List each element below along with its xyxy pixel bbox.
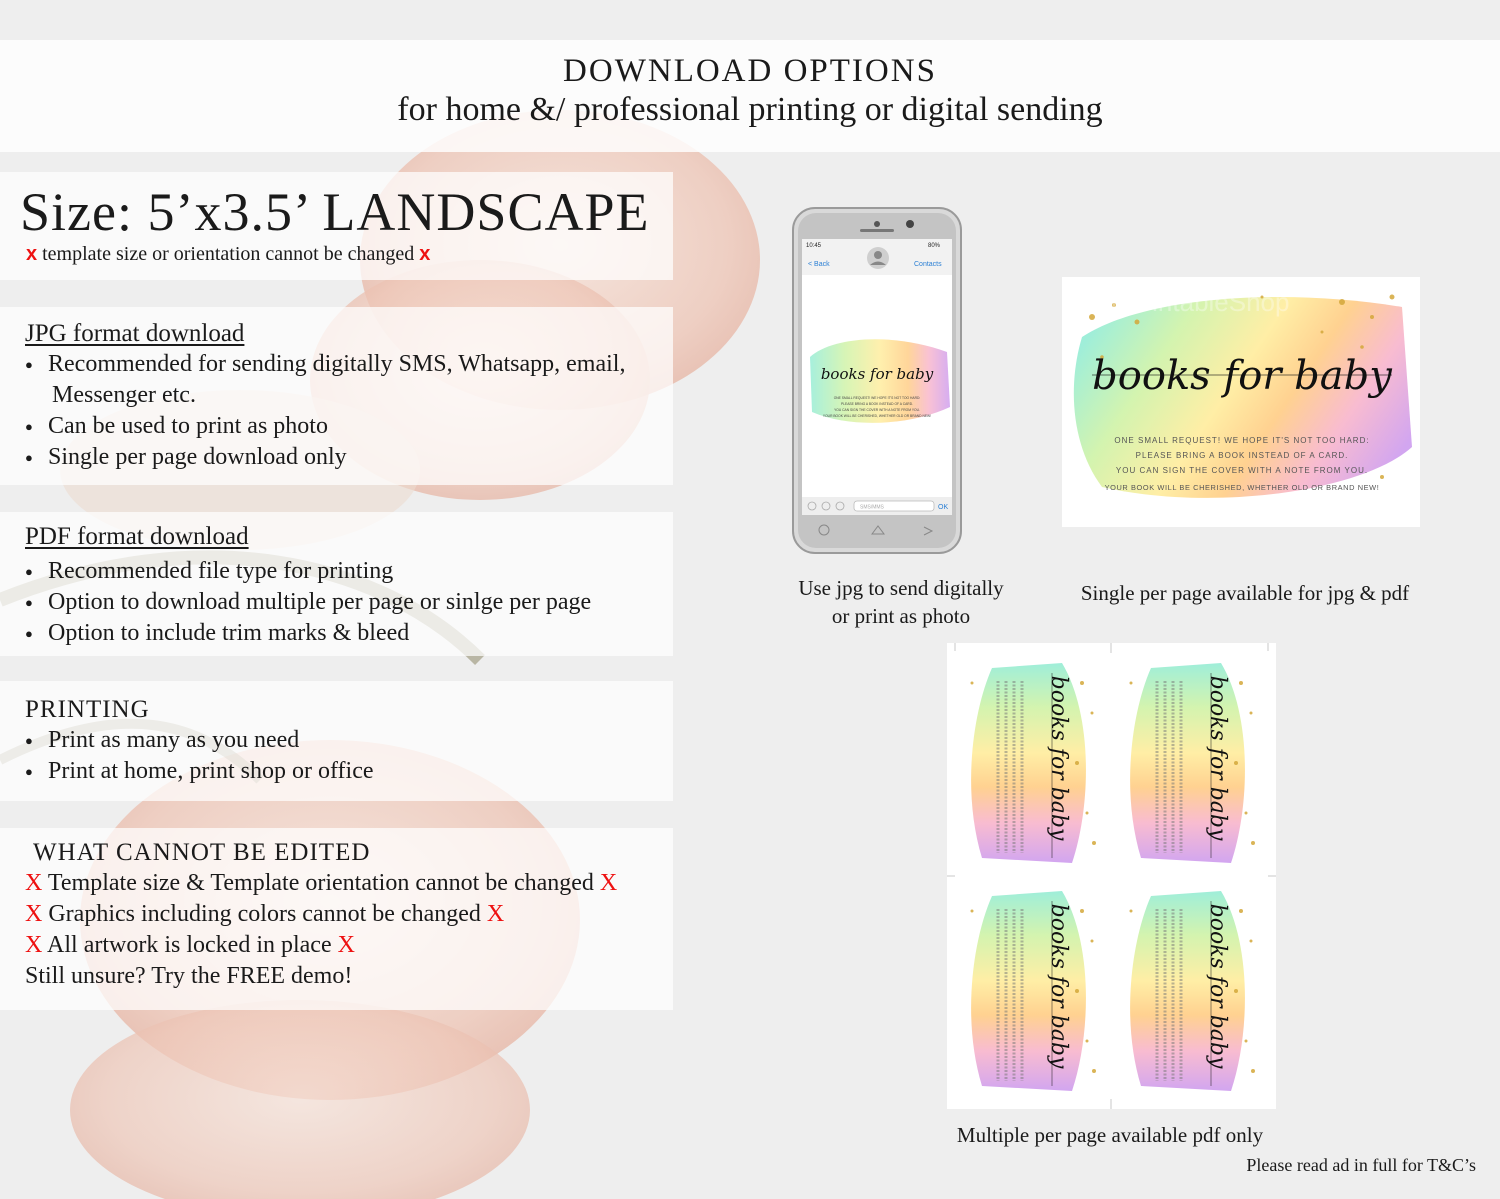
red-x-icon: X bbox=[337, 932, 355, 958]
phone-caption-line: or print as photo bbox=[831, 604, 971, 628]
list-item: ● Recommended file type for printing bbox=[25, 556, 673, 587]
header-band bbox=[0, 40, 1500, 152]
phone-caption bbox=[760, 574, 1042, 630]
sms-send-button[interactable]: OK bbox=[938, 504, 949, 511]
phone-card-line: ONE SMALL REQUEST! WE HOPE IT'S NOT TOO HARD: bbox=[833, 396, 921, 400]
jpg-title: JPG format download bbox=[25, 320, 245, 347]
card-line: YOU CAN SIGN THE COVER WITH A NOTE FROM YOU. bbox=[1115, 466, 1369, 475]
footnote: Please read ad in full for T&C’s bbox=[1246, 1155, 1476, 1175]
mini-card bbox=[1130, 663, 1256, 863]
red-x-icon: X bbox=[25, 932, 43, 958]
phone-card-line: YOU CAN SIGN THE COVER WITH A NOTE FROM YOU. bbox=[834, 408, 920, 412]
single-card-preview bbox=[1062, 277, 1420, 527]
mini-card-script: books for baby bbox=[1046, 675, 1071, 841]
multi-artwork bbox=[947, 643, 1276, 1109]
red-x-icon: x bbox=[419, 243, 431, 265]
red-x-icon: X bbox=[486, 901, 505, 927]
red-x-icon: X bbox=[25, 901, 43, 927]
red-x-icon: X bbox=[599, 870, 618, 896]
watermark: InvitePrintableShop bbox=[1064, 287, 1290, 317]
cannot-edit-title: WHAT CANNOT BE EDITED bbox=[33, 839, 371, 866]
phone-card-line: PLEASE BRING A BOOK INSTEAD OF A CARD. bbox=[840, 402, 914, 406]
card-line: PLEASE BRING A BOOK INSTEAD OF A CARD. bbox=[1135, 451, 1349, 460]
red-x-icon: X bbox=[25, 870, 43, 896]
list-item: ● Recommended for sending digitally SMS, Whatsapp, email, bbox=[25, 349, 673, 380]
mini-card bbox=[971, 891, 1097, 1091]
mini-card-script: books for baby bbox=[1046, 903, 1071, 1069]
list-item: ● Option to include trim marks & bleed bbox=[25, 618, 673, 649]
cannot-edit-line bbox=[25, 930, 673, 961]
cannot-edit-text: Graphics including colors cannot be changed bbox=[48, 901, 481, 927]
list-item: ● Can be used to print as photo bbox=[25, 411, 673, 442]
jpg-panel bbox=[0, 307, 673, 485]
single-caption: Single per page available for jpg & pdf bbox=[1080, 581, 1410, 605]
printing-panel bbox=[0, 681, 673, 801]
card-script-title: books for baby bbox=[1092, 353, 1392, 399]
phone-time: 10:45 bbox=[806, 243, 822, 249]
phone-contacts-link[interactable]: Contacts bbox=[914, 261, 942, 268]
phone-caption-line: Use jpg to send digitally bbox=[798, 576, 1004, 600]
printing-title: PRINTING bbox=[25, 696, 150, 723]
phone-battery: 80% bbox=[928, 243, 941, 249]
pdf-panel bbox=[0, 512, 673, 656]
card-artwork bbox=[1062, 277, 1420, 527]
phone-mockup bbox=[792, 207, 962, 554]
free-demo-text: Still unsure? Try the FREE demo! bbox=[25, 963, 353, 989]
phone-card-script: books for baby bbox=[820, 365, 934, 383]
page-title: DOWNLOAD OPTIONS bbox=[563, 53, 937, 89]
cannot-edit-text: Template size & Template orientation cannot be changed bbox=[47, 870, 594, 896]
cannot-edit-text: All artwork is locked in place bbox=[47, 932, 332, 958]
phone-back-link[interactable]: < Back bbox=[808, 261, 830, 268]
size-title: Size: 5’x3.5’ LANDSCAPE bbox=[20, 182, 650, 242]
mini-card-script: books for baby bbox=[1205, 903, 1230, 1069]
sms-placeholder: SMS/MMS bbox=[860, 504, 884, 511]
card-line: YOUR BOOK WILL BE CHERISHED, WHETHER OLD OR BRAND NEW! bbox=[1104, 483, 1380, 492]
cannot-edit-line bbox=[25, 868, 673, 899]
multi-caption: Multiple per page available pdf only bbox=[956, 1123, 1264, 1147]
card-line: ONE SMALL REQUEST! WE HOPE IT'S NOT TOO HARD: bbox=[1114, 436, 1370, 445]
phone-card-line: YOUR BOOK WILL BE CHERISHED, WHETHER OLD OR BRAND NEW! bbox=[822, 414, 932, 418]
mini-card bbox=[971, 663, 1097, 863]
size-note-text: template size or orientation cannot be changed bbox=[42, 243, 415, 265]
size-panel bbox=[0, 172, 673, 280]
mini-card bbox=[1130, 891, 1256, 1091]
pdf-title: PDF format download bbox=[25, 523, 249, 550]
list-item: ● Print at home, print shop or office bbox=[25, 756, 673, 787]
cannot-edit-panel bbox=[0, 828, 673, 1010]
cannot-edit-line bbox=[25, 899, 673, 930]
list-item: ● Print as many as you need bbox=[25, 725, 673, 756]
page-subtitle: for home &/ professional printing or digital sending bbox=[397, 91, 1103, 128]
red-x-icon: x bbox=[26, 243, 38, 265]
mini-card-script: books for baby bbox=[1205, 675, 1230, 841]
list-item: ● Single per page download only bbox=[25, 442, 673, 473]
list-item: ● Option to download multiple per page or sinlge per page bbox=[25, 587, 673, 618]
size-note bbox=[26, 242, 673, 266]
multi-card-preview bbox=[947, 643, 1276, 1109]
list-item-continuation: Messenger etc. bbox=[52, 382, 196, 408]
